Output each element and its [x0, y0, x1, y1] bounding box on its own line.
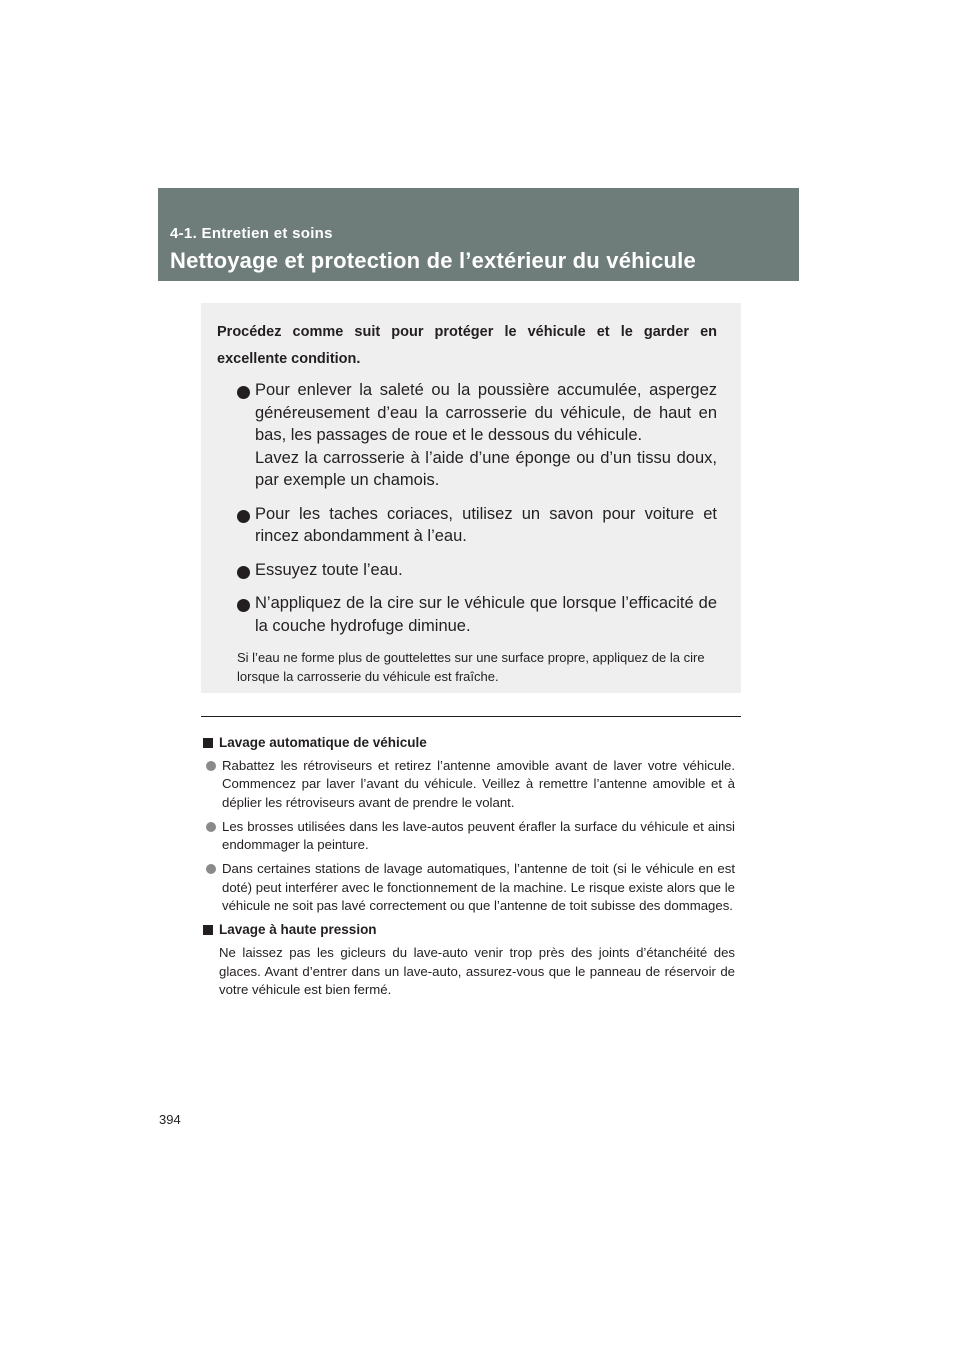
note-item — [203, 818, 735, 855]
divider — [201, 716, 741, 717]
intro-lead: Procédez comme suit pour protéger le véhicule et le garder en excellente condition. — [217, 324, 717, 367]
intro-item-text: Pour enlever la saleté ou la poussière accumulée, aspergez généreusement d’eau la carrosserie du véhicule, de haut en bas, les passages de roue et le dessous du véhicule. — [255, 381, 717, 444]
note-item — [203, 757, 735, 812]
intro-item — [217, 559, 717, 582]
square-bullet-icon — [203, 925, 213, 935]
note-heading — [203, 734, 735, 752]
bullet-icon — [206, 822, 216, 832]
square-bullet-icon — [203, 738, 213, 748]
note-item-text: Dans certaines stations de lavage automatiques, l’antenne de toit (si le véhicule en est doté) peut interférer avec le fonctionnement de la machine. Le risque existe alors que le véhicule ne soit pas lavé correctement ou que l’antenne de toit subisse des dommages. — [222, 861, 735, 914]
page-title: Nettoyage et protection de l’extérieur du véhicule — [170, 248, 696, 273]
bullet-icon — [206, 761, 216, 771]
intro-item-text: N’appliquez de la cire sur le véhicule que lorsque l’efficacité de la couche hydrofuge diminue. — [255, 594, 717, 635]
intro-item — [217, 503, 717, 548]
note-heading-text: Lavage à haute pression — [219, 922, 377, 938]
bullet-icon — [237, 566, 250, 579]
note-item — [203, 860, 735, 915]
bullet-icon — [237, 386, 250, 399]
intro-item — [217, 379, 717, 492]
notes-section — [203, 734, 735, 1005]
note-heading-text: Lavage automatique de véhicule — [219, 735, 427, 750]
section-label: 4-1. Entretien et soins — [170, 225, 333, 242]
note-item-text: Rabattez les rétroviseurs et retirez l’antenne amovible avant de laver votre véhicule. Commencez par laver l’avant du véhicule. Veillez à remettre l’antenne amovible et à déplier les rétroviseurs avant de prendre le volant. — [222, 758, 735, 810]
bullet-icon — [237, 599, 250, 612]
intro-item-text: Lavez la carrosserie à l’aide d’une éponge ou d’un tissu doux, par exemple un chamois. — [255, 448, 717, 489]
note-item-text: Les brosses utilisées dans les lave-autos peuvent érafler la surface du véhicule et ainsi endommager la peinture. — [222, 818, 735, 853]
note-paragraph: Ne laissez pas les gicleurs du lave-auto venir trop près des joints d’étanchéité des glaces. Avant d’entrer dans un lave-auto, assurez-vous que le panneau de réservoir de votre véhicule est bien fermé. — [219, 945, 735, 997]
page-number: 394 — [159, 1112, 181, 1127]
note-heading — [203, 921, 735, 939]
section-header — [158, 188, 799, 281]
intro-item-text: Pour les taches coriaces, utilisez un savon pour voiture et rincez abondamment à l’eau. — [255, 504, 717, 545]
intro-item-text: Essuyez toute l’eau. — [255, 560, 403, 579]
intro-note: Si l’eau ne forme plus de gouttelettes sur une surface propre, appliquez de la cire lorsque la carrosserie du véhicule est fraîche. — [237, 650, 705, 684]
bullet-icon — [237, 510, 250, 523]
bullet-icon — [206, 864, 216, 874]
intro-box — [201, 303, 741, 693]
intro-item — [217, 592, 717, 637]
